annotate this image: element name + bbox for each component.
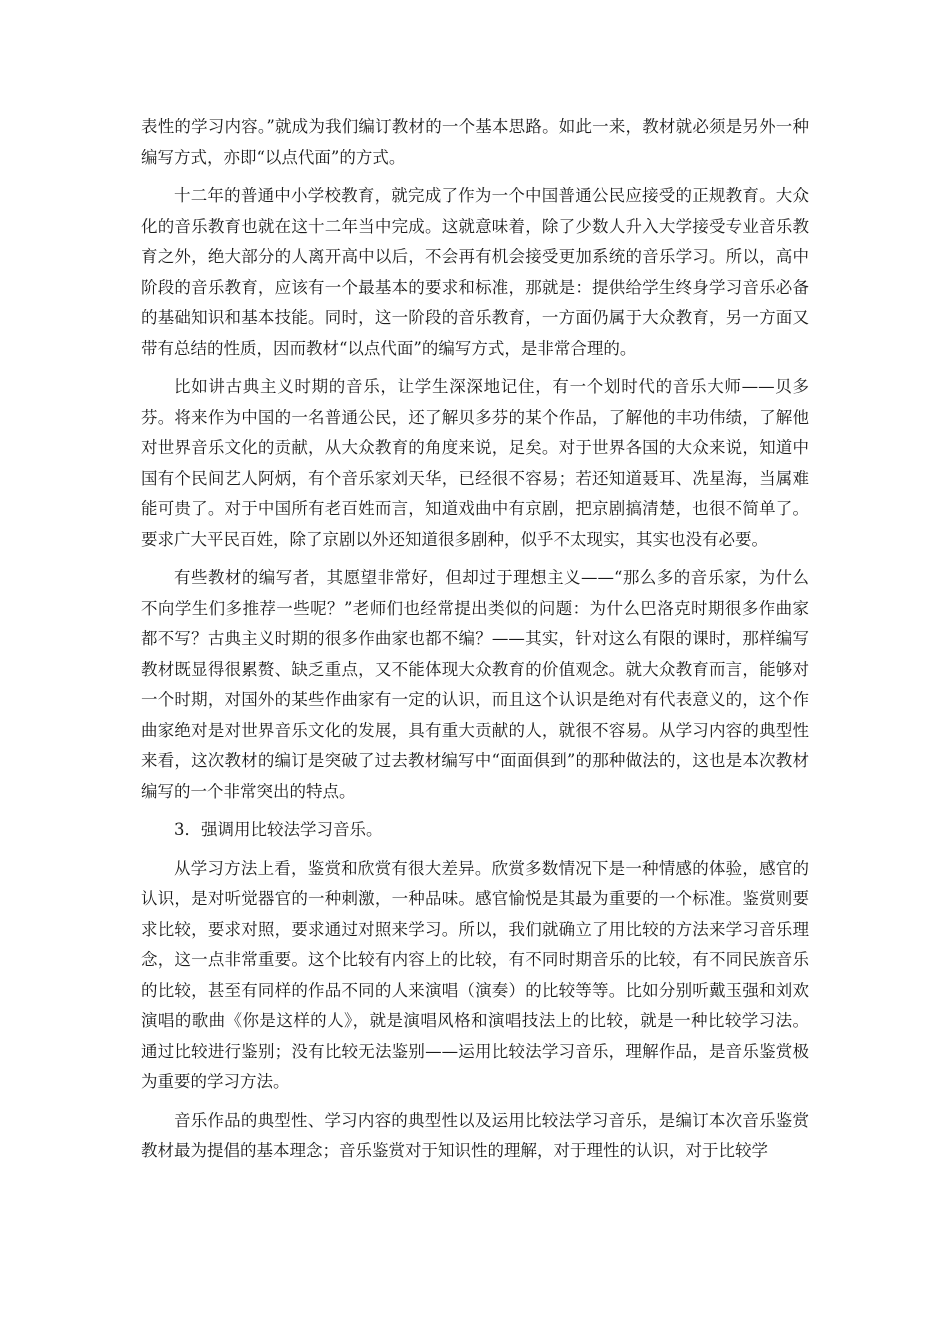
- paragraph-textbook-authors: 有些教材的编写者，其愿望非常好，但却过于理想主义——“那么多的音乐家，为什么不向学生们多推荐一些呢？”老师们也经常提出类似的问题：为什么巴洛克时期很多作曲家都不写？古典主义时期的很多作曲家也都不编？——其实，针对这么有限的课时，那样编写教材既显得很累赘、缺乏重点，又不能体现大众教育的价值观念。就大众教育而言，能够对一个时期，对国外的某些作曲家有一定的认识，而且这个认识是绝对有代表意义的，这个作曲家绝对是对世界音乐文化的发展，具有重大贡献的人，就很不容易。从学习内容的典型性来看，这次教材的编订是突破了过去教材编写中“面面俱到”的那种做法的，这也是本次教材编写的一个非常突出的特点。: [141, 568, 809, 801]
- document-body: [141, 112, 809, 1167]
- paragraph-continuation: 表性的学习内容。”就成为我们编订教材的一个基本思路。如此一来，教材就必须是另外一种编写方式，亦即“以点代面”的方式。: [141, 117, 809, 167]
- paragraph-classical-period-example: 比如讲古典主义时期的音乐，让学生深深地记住，有一个划时代的音乐大师——贝多芬。将来作为中国的一名普通公民，还了解贝多芬的某个作品，了解他的丰功伟绩，了解他对世界音乐文化的贡献，从大众教育的角度来说，足矣。对于世界各国的大众来说，知道中国有个民间艺人阿炳，有个音乐家刘天华，已经很不容易；若还知道聂耳、冼星海，当属难能可贵了。对于中国所有老百姓而言，知道戏曲中有京剧，把京剧搞清楚，也很不简单了。要求广大平民百姓，除了京剧以外还知道很多剧种，似乎不太现实，其实也没有必要。: [141, 377, 809, 549]
- section-heading-comparison-method: 3．强调用比较法学习音乐。: [174, 820, 383, 839]
- paragraph-twelve-years-education: 十二年的普通中小学校教育，就完成了作为一个中国普通公民应接受的正规教育。大众化的音乐教育也就在这十二年当中完成。这就意味着，除了少数人升入大学接受专业音乐教育之外，绝大部分的人离开高中以后，不会再有机会接受更加系统的音乐学习。所以，高中阶段的音乐教育，应该有一个最基本的要求和标准，那就是：提供给学生终身学习音乐必备的基础知识和基本技能。同时，这一阶段的音乐教育，一方面仍属于大众教育，另一方面又带有总结的性质，因而教材“以点代面”的编写方式，是非常合理的。: [141, 186, 809, 358]
- paragraph-learning-method: 从学习方法上看，鉴赏和欣赏有很大差异。欣赏多数情况下是一种情感的体验，感官的认识，是对听觉器官的一种刺激，一种品味。感官愉悦是其最为重要的一个标准。鉴赏则要求比较，要求对照，要求通过对照来学习。所以，我们就确立了用比较的方法来学习音乐理念，这一点非常重要。这个比较有内容上的比较，有不同时期音乐的比较，有不同民族音乐的比较，甚至有同样的作品不同的人来演唱（演奏）的比较等等。比如分别听戴玉强和刘欢演唱的歌曲《你是这样的人》，就是演唱风格和演唱技法上的比较，就是一种比较学习法。通过比较进行鉴别；没有比较无法鉴别——运用比较法学习音乐，理解作品，是音乐鉴赏极为重要的学习方法。: [141, 858, 809, 1091]
- paragraph-basic-concepts: 音乐作品的典型性、学习内容的典型性以及运用比较法学习音乐，是编订本次音乐鉴赏教材最为提倡的基本理念；音乐鉴赏对于知识性的理解，对于理性的认识，对于比较学: [141, 1110, 809, 1160]
